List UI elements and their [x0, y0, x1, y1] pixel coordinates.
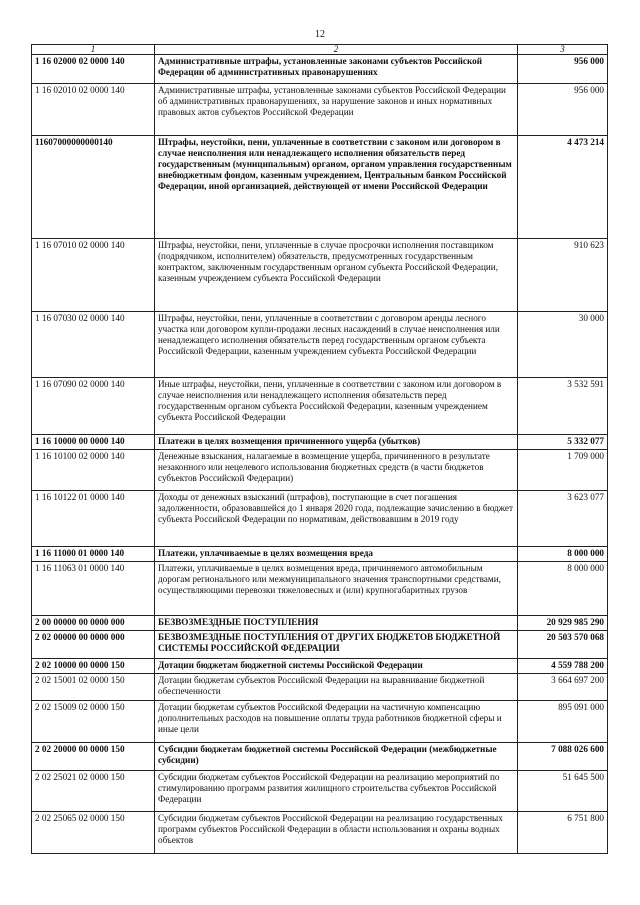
row-code: 2 02 15001 02 0000 150 — [32, 674, 155, 701]
row-amount: 4 473 214 — [518, 136, 608, 239]
header-col-code: 1 — [32, 45, 155, 55]
row-amount: 5 332 077 — [518, 435, 608, 450]
row-code: 1 16 07010 02 0000 140 — [32, 239, 155, 312]
row-amount: 956 000 — [518, 84, 608, 136]
row-amount: 6 751 800 — [518, 812, 608, 854]
row-code: 2 02 25021 02 0000 150 — [32, 771, 155, 812]
page-number: 12 — [315, 29, 325, 40]
row-name: Дотации бюджетам субъектов Российской Федерации на выравнивание бюджетной обеспеченности — [155, 674, 518, 701]
header-col-name: 2 — [155, 45, 518, 55]
table-row — [32, 435, 608, 450]
table-row — [32, 631, 608, 659]
table-row — [32, 547, 608, 562]
row-amount: 20 503 570 068 — [518, 631, 608, 659]
row-code: 2 02 15009 02 0000 150 — [32, 701, 155, 743]
row-name: Административные штрафы, установленные законами субъектов Российской Федерации об административных правонарушениях — [155, 55, 518, 84]
row-amount: 4 559 788 200 — [518, 659, 608, 674]
table-row — [32, 55, 608, 84]
row-name: Денежные взыскания, налагаемые в возмещение ущерба, причиненного в результате незаконного или нецелевого использования бюджетных средств (в части бюджетов субъектов Российской Федерации) — [155, 450, 518, 491]
row-amount: 1 709 000 — [518, 450, 608, 491]
row-code: 1 16 11063 01 0000 140 — [32, 562, 155, 616]
row-name: БЕЗВОЗМЕЗДНЫЕ ПОСТУПЛЕНИЯ — [155, 616, 518, 631]
row-code: 2 02 25065 02 0000 150 — [32, 812, 155, 854]
row-name: Субсидии бюджетам бюджетной системы Российской Федерации (межбюджетные субсидии) — [155, 743, 518, 771]
row-code: 2 02 10000 00 0000 150 — [32, 659, 155, 674]
row-name: Доходы от денежных взысканий (штрафов), поступающие в счет погашения задолженности, образовавшейся до 1 января 2020 года, подлежащие зачислению в бюджет субъекта Российской Федерации по нормативам, действовавшим в 2019 году — [155, 491, 518, 547]
table-row — [32, 312, 608, 378]
row-code: 1 16 02010 02 0000 140 — [32, 84, 155, 136]
row-amount: 910 623 — [518, 239, 608, 312]
row-name: БЕЗВОЗМЕЗДНЫЕ ПОСТУПЛЕНИЯ ОТ ДРУГИХ БЮДЖЕТОВ БЮДЖЕТНОЙ СИСТЕМЫ РОССИЙСКОЙ ФЕДЕРАЦИИ — [155, 631, 518, 659]
row-code: 2 02 20000 00 0000 150 — [32, 743, 155, 771]
row-name: Штрафы, неустойки, пени, уплаченные в соответствии с законом или договором в случае неисполнения или ненадлежащего исполнения обязательств перед государственным (муниципальным) органом, органом управления государственным внебюджетным фондом, казенным учреждением, Центральным банком Российской Федерации, иной организацией, действующей от имени Российской Федерации — [155, 136, 518, 239]
row-code: 2 00 00000 00 0000 000 — [32, 616, 155, 631]
row-name: Иные штрафы, неустойки, пени, уплаченные в соответствии с законом или договором в случае неисполнения или ненадлежащего исполнения обязательств перед государственным органом субъекта Российской Федерации, казенным учреждением субъекта Российской Федерации — [155, 378, 518, 435]
row-name: Дотации бюджетам бюджетной системы Российской Федерации — [155, 659, 518, 674]
table-row — [32, 84, 608, 136]
row-amount: 956 000 — [518, 55, 608, 84]
row-name: Платежи, уплачиваемые в целях возмещения вреда, причиняемого автомобильным дорогам регионального или межмуниципального значения транспортными средствами, осуществляющими перевозки тяжеловесных и (или) крупногабаритных грузов — [155, 562, 518, 616]
row-name: Дотации бюджетам субъектов Российской Федерации на частичную компенсацию дополнительных расходов на повышение оплаты труда работников бюджетной сферы и иные цели — [155, 701, 518, 743]
row-code: 1 16 07090 02 0000 140 — [32, 378, 155, 435]
row-code: 1 16 10000 00 0000 140 — [32, 435, 155, 450]
budget-revenue-table — [31, 44, 608, 854]
table-row — [32, 616, 608, 631]
row-code: 1 16 07030 02 0000 140 — [32, 312, 155, 378]
row-amount: 3 623 077 — [518, 491, 608, 547]
row-amount: 30 000 — [518, 312, 608, 378]
table-row — [32, 378, 608, 435]
row-code: 2 02 00000 00 0000 000 — [32, 631, 155, 659]
row-code: 1 16 10100 02 0000 140 — [32, 450, 155, 491]
row-name: Штрафы, неустойки, пени, уплаченные в соответствии с договором аренды лесного участка или договором купли-продажи лесных насаждений в случае неисполнения или ненадлежащего исполнения обязательств перед государственным органом субъекта Российской Федерации, казенным учреждением субъекта Российской Федерации — [155, 312, 518, 378]
row-amount: 895 091 000 — [518, 701, 608, 743]
header-col-amount: 3 — [518, 45, 608, 55]
table-row — [32, 136, 608, 239]
table-row — [32, 743, 608, 771]
row-name: Штрафы, неустойки, пени, уплаченные в случае просрочки исполнения поставщиком (подрядчиком, исполнителем) обязательств, предусмотренных государственным контрактом, заключенным государственным органом субъекта Российской Федерации, казенным учреждением субъекта Российской Федерации — [155, 239, 518, 312]
table-row — [32, 701, 608, 743]
table-row — [32, 674, 608, 701]
row-name: Административные штрафы, установленные законами субъектов Российской Федерации об административных правонарушениях, за нарушение законов и иных нормативных правовых актов субъектов Российской Федерации — [155, 84, 518, 136]
row-amount: 8 000 000 — [518, 547, 608, 562]
row-amount: 3 664 697 200 — [518, 674, 608, 701]
table-header-row — [32, 45, 608, 55]
table-row — [32, 239, 608, 312]
row-amount: 8 000 000 — [518, 562, 608, 616]
table-row — [32, 771, 608, 812]
row-name: Платежи в целях возмещения причиненного ущерба (убытков) — [155, 435, 518, 450]
row-amount: 20 929 985 290 — [518, 616, 608, 631]
row-amount: 7 088 026 600 — [518, 743, 608, 771]
row-amount: 51 645 500 — [518, 771, 608, 812]
table-row — [32, 562, 608, 616]
row-code: 1 16 11000 01 0000 140 — [32, 547, 155, 562]
table-row — [32, 659, 608, 674]
table-row — [32, 812, 608, 854]
table-row — [32, 450, 608, 491]
row-code: 11607000000000140 — [32, 136, 155, 239]
row-name: Субсидии бюджетам субъектов Российской Федерации на реализацию государственных программ субъектов Российской Федерации в области использования и охраны водных объектов — [155, 812, 518, 854]
row-name: Субсидии бюджетам субъектов Российской Федерации на реализацию мероприятий по стимулированию программ развития жилищного строительства субъектов Российской Федерации — [155, 771, 518, 812]
row-amount: 3 532 591 — [518, 378, 608, 435]
table-row — [32, 491, 608, 547]
row-code: 1 16 10122 01 0000 140 — [32, 491, 155, 547]
row-code: 1 16 02000 02 0000 140 — [32, 55, 155, 84]
row-name: Платежи, уплачиваемые в целях возмещения вреда — [155, 547, 518, 562]
